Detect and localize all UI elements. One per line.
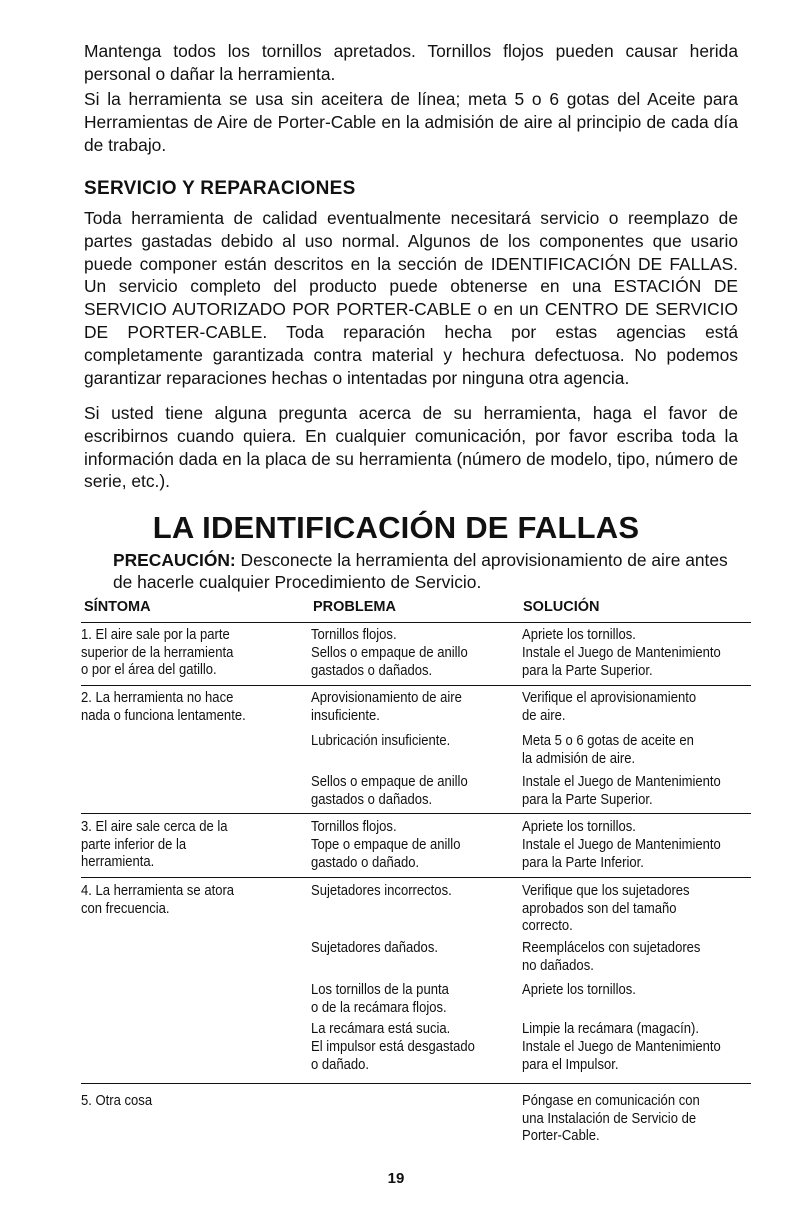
problem-4-4: La recámara está sucia. <box>311 1021 451 1037</box>
problem-3-2: Tope o empaque de anillo gastado o dañado. <box>311 837 461 871</box>
symptom-3: 3. El aire sale cerca de la parte inferior de la herramienta. <box>81 819 228 871</box>
caution-text: Desconecte la herramienta del aprovisionamiento de aire antes de hacerle cualquier Procedimiento de Servicio. <box>113 550 728 592</box>
service-paragraph-1: Toda herramienta de calidad eventualmente necesitará servicio o reemplazo de partes gastadas debido al uso normal. Algunos de los componentes que usario puede componer están descritos en la sección de IDENTIFICACIÓN DE FALLAS. Un servicio completo del producto puede obtenerse en una ESTACIÓN DE SERVICIO AUTORIZADO POR PORTER-CABLE o en un CENTRO DE SERVICIO DE PORTER-CABLE. Toda reparación hecha por estas agencias está completamente garantizada contra material y hechura defectuosa. No podemos garantizar reparaciones hechas o intentadas por ninguna otra agencia. <box>84 208 738 388</box>
solution-2-1: Verifique el aprovisionamiento de aire. <box>522 690 697 724</box>
solution-1-1: Apriete los tornillos. <box>522 627 636 643</box>
problem-1-2: Sellos o empaque de anillo gastados o dañados. <box>311 645 468 679</box>
header-symptom: SÍNTOMA <box>84 599 151 615</box>
table-row-5 <box>81 1085 751 1155</box>
solution-3-1: Apriete los tornillos. <box>522 819 636 835</box>
solution-2-3: Instale el Juego de Mantenimiento para la Parte Superior. <box>522 774 721 808</box>
solution-4-2: Reemplácelos con sujetadores no dañados. <box>522 940 701 974</box>
page-number: 19 <box>387 1170 405 1187</box>
table-row-1 <box>81 622 751 686</box>
solution-3-2: Instale el Juego de Mantenimiento para la Parte Inferior. <box>522 837 721 871</box>
symptom-1: 1. El aire sale por la parte superior de la herramienta o por el área del gatillo. <box>81 627 234 679</box>
solution-4-5: Instale el Juego de Mantenimiento para el Impulsor. <box>522 1039 721 1073</box>
table-row-2 <box>81 686 751 814</box>
service-heading: SERVICIO Y REPARACIONES <box>84 178 356 199</box>
solution-1-2: Instale el Juego de Mantenimiento para la Parte Superior. <box>522 645 721 679</box>
intro-paragraph-2: Si la herramienta se usa sin aceitera de línea; meta 5 o 6 gotas del Aceite para Herramientas de Aire de Porter-Cable en la admisión de aire al principio de cada día de trabajo. <box>84 89 738 155</box>
problem-2-2: Lubricación insuficiente. <box>311 733 451 749</box>
table-row-4 <box>81 879 751 1084</box>
problem-2-1: Aprovisionamiento de aire insuficiente. <box>311 690 462 724</box>
table-row-3 <box>81 815 751 878</box>
service-paragraph-2: Si usted tiene alguna pregunta acerca de su herramienta, haga el favor de escribirnos cuando quiera. En cualquier comunicación, por favor escriba toda la información dada en la placa de su herramienta (número de modelo, tipo, número de serie, etc.). <box>84 403 738 492</box>
problem-4-5: El impulsor está desgastado o dañado. <box>311 1039 475 1073</box>
problem-4-2: Sujetadores dañados. <box>311 940 438 956</box>
problem-1-1: Tornillos flojos. <box>311 627 397 643</box>
symptom-4: 4. La herramienta se atora con frecuencia. <box>81 883 235 917</box>
solution-2-2: Meta 5 o 6 gotas de aceite en la admisión de aire. <box>522 733 694 767</box>
caution-label: PRECAUCIÓN: <box>113 550 236 570</box>
problem-4-3: Los tornillos de la punta o de la recámara flojos. <box>311 982 449 1016</box>
problem-3-1: Tornillos flojos. <box>311 819 397 835</box>
problem-4-1: Sujetadores incorrectos. <box>311 883 452 899</box>
problem-2-3: Sellos o empaque de anillo gastados o dañados. <box>311 774 468 808</box>
header-solution: SOLUCIÓN <box>523 599 600 615</box>
symptom-2: 2. La herramienta no hace nada o funciona lentamente. <box>81 690 246 724</box>
header-problem: PROBLEMA <box>313 599 396 615</box>
intro-paragraph-1: Mantenga todos los tornillos apretados. Tornillos flojos pueden causar herida personal o dañar la herramienta. <box>84 41 738 84</box>
solution-4-3: Apriete los tornillos. <box>522 982 636 998</box>
symptom-5: 5. Otra cosa <box>81 1093 153 1109</box>
solution-4-1: Verifique que los sujetadores aprobados son del tamaño correcto. <box>522 883 690 935</box>
caution-note <box>113 550 733 593</box>
troubleshooting-title: LA IDENTIFICACIÓN DE FALLAS <box>152 510 640 545</box>
solution-5-1: Póngase en comunicación con una Instalación de Servicio de Porter-Cable. <box>522 1093 700 1145</box>
solution-4-4: Limpie la recámara (magacín). <box>522 1021 699 1037</box>
